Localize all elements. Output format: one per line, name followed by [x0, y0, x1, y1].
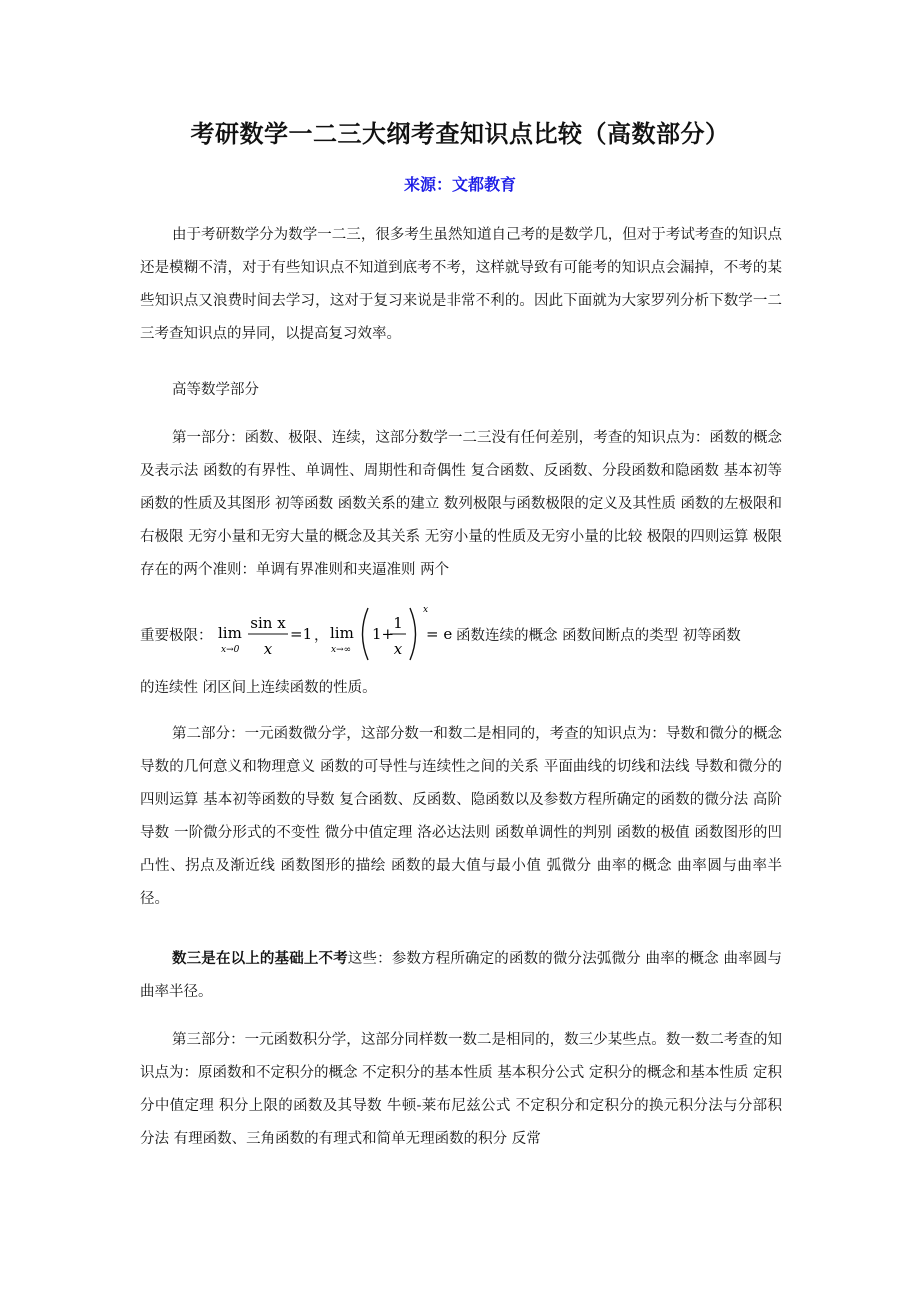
- part2-note-paragraph: [140, 942, 782, 1009]
- equation-rhs: = e: [426, 625, 453, 643]
- lim-subscript: x→∞: [331, 645, 352, 655]
- part2-note-bold: 数三是在以上的基础上不考: [172, 950, 348, 967]
- exponent: x: [423, 605, 429, 615]
- section-heading: 高等数学部分: [172, 382, 259, 398]
- right-paren: [410, 608, 416, 660]
- fraction-numerator: sin x: [250, 614, 286, 632]
- one-plus: 1+: [372, 625, 395, 643]
- fraction-numerator: 1: [393, 614, 403, 632]
- formula-suffix: 函数连续的概念 函数间断点的类型 初等函数: [456, 628, 741, 644]
- formula-separator: ，: [314, 628, 329, 644]
- lim-subscript: x→0: [221, 645, 240, 655]
- formula-line: [140, 600, 782, 670]
- part1-paragraph: 第一部分：函数、极限、连续，这部分数学一二三没有任何差别，考查的知识点为：函数的概念及表示法 函数的有界性、单调性、周期性和奇偶性 复合函数、反函数、分段函数和隐函数 基本初等函数的性质及其图形 初等函数 函数关系的建立 数列极限与函数极限的定义及其性质 函数的左极限和右极限 无穷小量和无穷大量的概念及其关系 无穷小量的性质及无穷小量的比较 极限的四则运算 极限存在的两个准则：单调有界准则和夹逼准则 两个: [140, 430, 782, 578]
- left-paren: [363, 608, 369, 660]
- lim-text: lim: [218, 624, 242, 642]
- part2-note-rest: 这些：参数方程所确定的函数的微分法弧微分 曲率的概念 曲率圆与曲率半径。: [140, 951, 782, 1000]
- fraction-denominator: x: [393, 640, 403, 658]
- source-line: 来源：文都教育: [403, 175, 516, 194]
- lim-text: lim: [330, 624, 354, 642]
- intro-paragraph: 由于考研数学分为数学一二三，很多考生虽然知道自己考的是数学几，但对于考试考查的知识点还是模糊不清，对于有些知识点不知道到底考不考，这样就导致有可能考的知识点会漏掉，不考的某些知识点又浪费时间去学习，这对于复习来说是非常不利的。因此下面就为大家罗列分析下数学一二三考查知识点的异同，以提高复习效率。: [140, 227, 782, 342]
- part1-tail: 的连续性 闭区间上连续函数的性质。: [140, 680, 377, 696]
- part2-paragraph: 第二部分：一元函数微分学，这部分数一和数二是相同的，考查的知识点为：导数和微分的概念 导数的几何意义和物理意义 函数的可导性与连续性之间的关系 平面曲线的切线和法线 导数和微分的四则运算 基本初等函数的导数 复合函数、反函数、隐函数以及参数方程所确定的函数的微分法 高阶导数 一阶微分形式的不变性 微分中值定理 洛必达法则 函数单调性的判别 函数的极值 函数图形的凹凸性、拐点及渐近线 函数图形的描绘 函数的最大值与最小值 弧微分 曲率的概念 曲率圆与曲率半径。: [140, 726, 782, 907]
- page-title: 考研数学一二三大纲考查知识点比较（高数部分）: [190, 120, 730, 148]
- formula-prefix: 重要极限：: [140, 628, 213, 644]
- part3-paragraph: 第三部分：一元函数积分学，这部分同样数一数二是相同的，数三少某些点。数一数二考查的知识点为：原函数和不定积分的概念 不定积分的基本性质 基本积分公式 定积分的概念和基本性质 定积分中值定理 积分上限的函数及其导数 牛顿-莱布尼兹公式 不定积分和定积分的换元积分法与分部积分法 有理函数、三角函数的有理式和简单无理函数的积分 反常: [140, 1032, 782, 1147]
- limit-formula-e: [328, 600, 454, 670]
- limit-formula-sinx: [214, 600, 314, 670]
- equation-rhs: =1: [290, 625, 313, 643]
- fraction-denominator: x: [263, 640, 273, 658]
